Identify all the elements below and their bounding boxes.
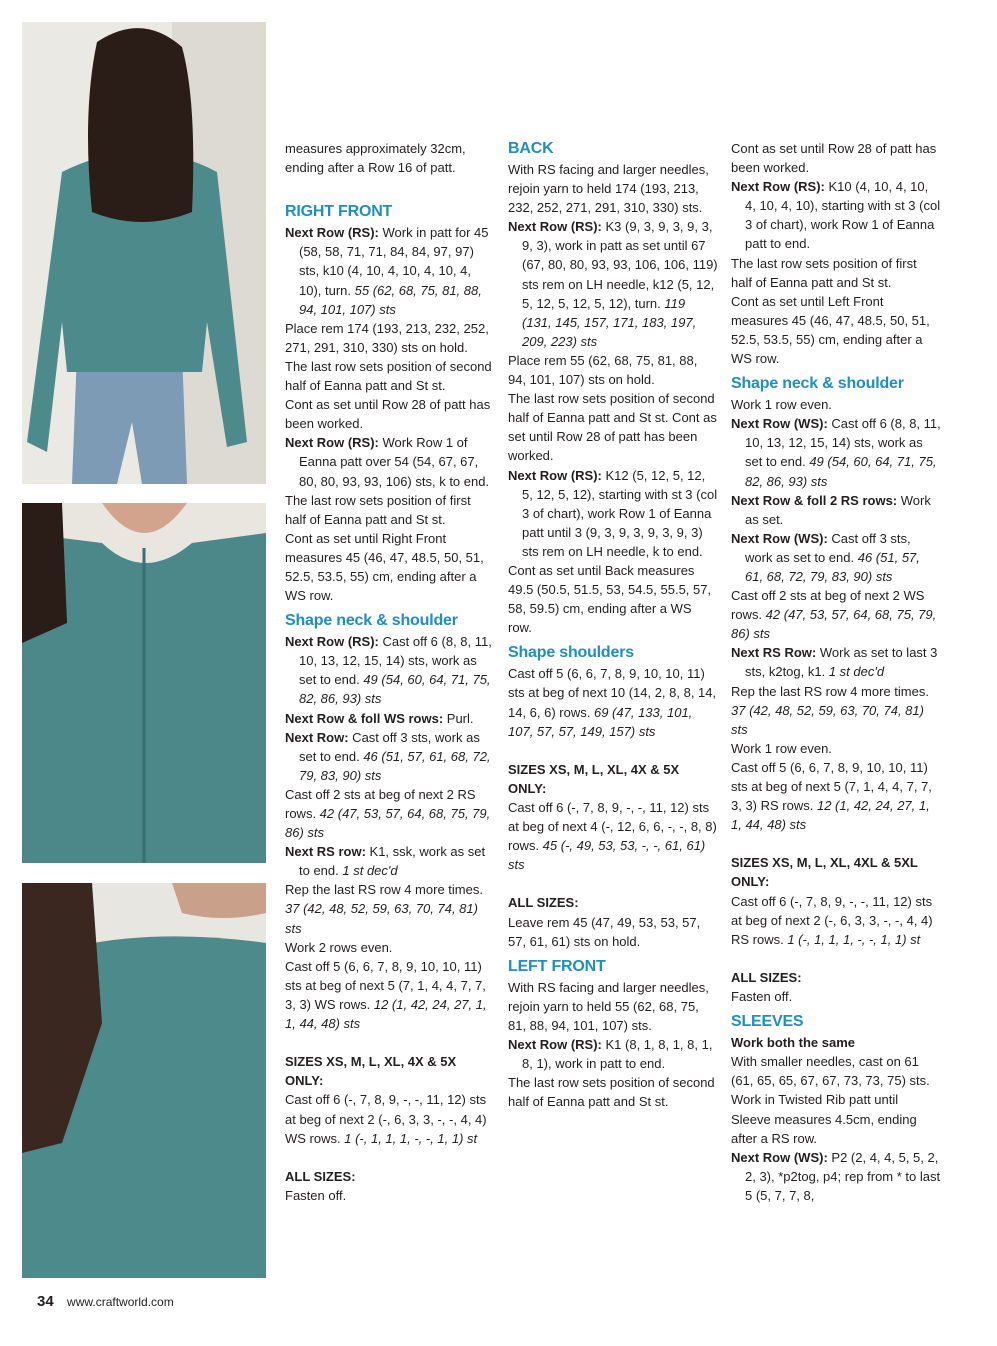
bold-label: Next Row & foll WS rows: bbox=[285, 710, 444, 726]
pattern-paragraph bbox=[731, 586, 941, 643]
text-run: K1 (8, 1, 8, 1, 8, 1, 8, 1), work in patt to end. bbox=[522, 1037, 713, 1072]
text-run: Work in patt for 45 (58, 58, 71, 71, 84, 84, 97, 97) sts, k10 (4, 10, 4, 10, 4, 10, 4, 10), turn. bbox=[299, 225, 489, 298]
pattern-paragraph bbox=[285, 529, 495, 605]
bold-label: Next Row (RS): bbox=[508, 467, 602, 483]
paragraph-spacer bbox=[285, 177, 495, 196]
text-run: Place rem 55 (62, 68, 75, 81, 88, 94, 101, 107) sts on hold. bbox=[508, 352, 698, 388]
instruction-row bbox=[285, 709, 495, 728]
text-run: The last row sets position of second half of Eanna patt and St st. bbox=[508, 1075, 715, 1110]
instruction-row bbox=[285, 223, 495, 318]
pattern-paragraph bbox=[731, 1033, 941, 1052]
instruction-row bbox=[731, 177, 941, 253]
section-heading: LEFT FRONT bbox=[508, 957, 606, 975]
text-run: With RS facing and larger needles, rejoin yarn to held 174 (193, 213, 232, 252, 271, 291, 310, 330) sts. bbox=[508, 162, 709, 216]
instruction-row bbox=[731, 643, 941, 681]
pattern-paragraph bbox=[285, 491, 495, 529]
bold-label: Next Row (RS): bbox=[285, 634, 379, 650]
pattern-paragraph bbox=[508, 351, 718, 389]
text-run: Place rem 174 (193, 213, 232, 252, 271, 291, 310, 330) sts on hold. bbox=[285, 320, 489, 355]
text-run: Cast off 6 (8, 8, 11, 10, 13, 12, 15, 14) sts, work as set to end. bbox=[745, 416, 941, 470]
bold-label: Next Row & foll 2 RS rows: bbox=[731, 492, 898, 508]
pattern-paragraph bbox=[731, 292, 941, 368]
bold-label: Next Row (RS): bbox=[285, 435, 379, 451]
bold-label: Next Row (WS): bbox=[731, 416, 828, 432]
text-run: Work as set. bbox=[745, 492, 931, 527]
text-run: Cast off 6 (-, 7, 8, 9, -, -, 11, 12) sts at beg of next 2 (-, 6, 3, 3, -, -, 4, 4) WS rows. bbox=[285, 1092, 487, 1146]
stitch-count: 42 (47, 53, 57, 64, 68, 75, 79, 86) sts bbox=[731, 607, 937, 642]
pattern-paragraph bbox=[731, 395, 941, 414]
text-run: Work in Twisted Rib patt until Sleeve measures 4.5cm, ending after a RS row. bbox=[731, 1092, 917, 1146]
pattern-paragraph bbox=[285, 1090, 495, 1147]
cardigan-shoulder-closeup-photo bbox=[22, 883, 266, 1278]
section-heading: SLEEVES bbox=[731, 1013, 804, 1031]
bold-label: SIZES XS, M, L, XL, 4XL & 5XL ONLY: bbox=[731, 855, 918, 890]
instruction-row bbox=[731, 1148, 941, 1205]
instruction-row bbox=[285, 433, 495, 490]
pattern-paragraph bbox=[508, 798, 718, 874]
text-run: Purl. bbox=[443, 710, 474, 726]
bold-label: Next Row (RS): bbox=[508, 1037, 602, 1053]
page-number: 34 bbox=[37, 1293, 54, 1310]
stitch-count: 119 (131, 145, 157, 171, 183, 197, 209, 223) sts bbox=[522, 295, 697, 349]
pattern-paragraph bbox=[731, 682, 941, 739]
text-run: K3 (9, 3, 9, 3, 9, 3, 9, 3), work in patt as set until 67 (67, 80, 80, 93, 93, 106, 106, 119) sts rem on LH needle, k12 (5, 12, 5, 12, 5, 12, 5, 12), turn. bbox=[522, 219, 718, 311]
instruction-row bbox=[285, 842, 495, 880]
stitch-count: 37 (42, 48, 52, 59, 63, 70, 74, 81) sts bbox=[731, 702, 924, 737]
instruction-row bbox=[731, 529, 941, 586]
paragraph-spacer bbox=[731, 834, 941, 853]
text-run: Rep the last RS row 4 more times. bbox=[285, 882, 483, 898]
text-run: Cast off 2 sts at beg of next 2 RS rows. bbox=[285, 786, 476, 821]
bold-label: SIZES XS, M, L, XL, 4X & 5X ONLY: bbox=[285, 1054, 457, 1089]
text-run: K12 (5, 12, 5, 12, 5, 12, 5, 12), starting with st 3 (col 3 of chart), work Row 1 of Eanna patt until 3 (9, 3, 9, 3, 9, 3, 9, 3) sts rem on LH needle, k to end. bbox=[522, 467, 718, 559]
paragraph-spacer bbox=[508, 741, 718, 760]
instruction-row bbox=[731, 414, 941, 490]
text-run: The last row sets position of first half of Eanna patt and St st. bbox=[731, 255, 917, 290]
text-run: P2 (2, 4, 4, 5, 5, 2, 2, 3), *p2tog, p4; rep from * to last 5 (5, 7, 7, 8, bbox=[745, 1149, 941, 1203]
cardigan-front-closeup-photo bbox=[22, 503, 266, 863]
text-run: Cast off 5 (6, 6, 7, 8, 9, 10, 10, 11) sts at beg of next 5 (7, 1, 4, 4, 7, 7, 3, 3) WS rows. bbox=[285, 958, 486, 1012]
text-run: Cast off 6 (-, 7, 8, 9, -, -, 11, 12) sts at beg of next 2 (-, 6, 3, 3, -, -, 4, 4) RS rows. bbox=[731, 893, 933, 947]
text-run: Cont as set until Right Front measures 45 (46, 47, 48.5, 50, 51, 52.5, 53.5, 55) cm, ending after a WS row. bbox=[285, 530, 484, 604]
pattern-paragraph bbox=[508, 389, 718, 465]
pattern-column-2 bbox=[508, 139, 718, 1111]
paragraph-spacer bbox=[285, 1033, 495, 1052]
paragraph-spacer bbox=[285, 1148, 495, 1167]
stitch-count: 37 (42, 48, 52, 59, 63, 70, 74, 81) sts bbox=[285, 901, 478, 936]
text-run: The last row sets position of second half of Eanna patt and St st. bbox=[285, 358, 492, 394]
bold-label: ALL SIZES: bbox=[285, 1168, 356, 1184]
section-heading: Shape neck & shoulder bbox=[285, 612, 458, 630]
text-run: measures approximately 32cm, ending after a Row 16 of patt. bbox=[285, 141, 466, 176]
pattern-paragraph bbox=[285, 319, 495, 357]
bold-label: Next Row (RS): bbox=[285, 225, 379, 241]
text-run: Fasten off. bbox=[285, 1187, 347, 1203]
pattern-paragraph bbox=[508, 664, 718, 740]
stitch-count: 42 (47, 53, 57, 64, 68, 75, 79, 86) sts bbox=[285, 806, 491, 841]
pattern-paragraph bbox=[508, 893, 718, 912]
text-run: K1, ssk, work as set to end. bbox=[299, 844, 486, 879]
stitch-count: 49 (54, 60, 64, 71, 75, 82, 86, 93) sts bbox=[745, 454, 937, 489]
pattern-paragraph bbox=[731, 139, 941, 177]
text-run: Cast off 6 (-, 7, 8, 9, -, -, 11, 12) sts at beg of next 4 (-, 12, 6, 6, -, -, 8, 8) rows. bbox=[508, 800, 717, 854]
pattern-paragraph bbox=[508, 1073, 718, 1111]
stitch-count: 1 (-, 1, 1, 1, -, -, 1, 1) st bbox=[787, 931, 921, 947]
bold-label: Work both the same bbox=[731, 1035, 856, 1051]
pattern-paragraph bbox=[731, 758, 941, 834]
instruction-row bbox=[508, 466, 718, 561]
text-run: Work Row 1 of Eanna patt over 54 (54, 67, 67, 80, 80, 93, 93, 106) sts, k to end. bbox=[299, 435, 490, 489]
section-heading: RIGHT FRONT bbox=[285, 203, 393, 221]
pattern-paragraph bbox=[731, 739, 941, 758]
text-run: Work 1 row even. bbox=[731, 740, 832, 756]
pattern-column-3 bbox=[731, 139, 941, 1205]
page-footer bbox=[37, 1293, 174, 1310]
pattern-paragraph bbox=[508, 561, 718, 637]
pattern-paragraph bbox=[285, 785, 495, 842]
bold-label: Next Row (RS): bbox=[731, 179, 825, 195]
pattern-paragraph bbox=[285, 938, 495, 957]
stitch-count: 12 (1, 42, 24, 27, 1, 1, 44, 48) sts bbox=[731, 798, 930, 833]
pattern-paragraph bbox=[508, 978, 718, 1035]
bold-label: SIZES XS, M, L, XL, 4X & 5X ONLY: bbox=[508, 761, 680, 796]
instruction-row bbox=[285, 728, 495, 785]
text-run: Work as set to last 3 sts, k2tog, k1. bbox=[745, 645, 938, 680]
pattern-paragraph bbox=[731, 1052, 941, 1090]
pattern-paragraph bbox=[285, 139, 495, 177]
text-run: Cast off 3 sts, work as set to end. bbox=[745, 530, 911, 565]
stitch-count: 49 (54, 60, 64, 71, 75, 82, 86, 93) sts bbox=[299, 672, 491, 707]
bold-label: Next Row (WS): bbox=[731, 1149, 828, 1165]
instruction-row bbox=[731, 491, 941, 529]
text-run: Cont as set until Back measures 49.5 (50.5, 51.5, 53, 54.5, 55.5, 57, 58, 59.5) cm, ending after a WS row. bbox=[508, 562, 712, 636]
text-run: Cast off 2 sts at beg of next 2 WS rows. bbox=[731, 588, 925, 623]
pattern-paragraph bbox=[731, 892, 941, 949]
pattern-paragraph bbox=[285, 1167, 495, 1186]
bold-label: Next RS row: bbox=[285, 844, 366, 860]
pattern-paragraph bbox=[285, 1186, 495, 1205]
paragraph-spacer bbox=[731, 949, 941, 968]
pattern-paragraph bbox=[285, 1052, 495, 1090]
pattern-paragraph bbox=[508, 913, 718, 951]
section-heading: Shape neck & shoulder bbox=[731, 375, 904, 393]
stitch-count: 1 st dec'd bbox=[828, 664, 885, 680]
pattern-paragraph bbox=[731, 254, 941, 292]
instruction-row bbox=[508, 217, 718, 351]
pattern-paragraph bbox=[285, 395, 495, 433]
text-run: Cast off 5 (6, 6, 7, 8, 9, 10, 10, 11) sts at beg of next 10 (14, 2, 8, 8, 14, 14, 6, 6) rows. bbox=[508, 666, 717, 720]
pattern-paragraph bbox=[731, 987, 941, 1006]
text-run: The last row sets position of first half of Eanna patt and St st. bbox=[285, 492, 471, 527]
text-run: With RS facing and larger needles, rejoin yarn to held 55 (62, 68, 75, 81, 88, 94, 101, 107) sts. bbox=[508, 979, 709, 1033]
pattern-paragraph bbox=[285, 957, 495, 1033]
stitch-count: 46 (51, 57, 61, 68, 72, 79, 83, 90) sts bbox=[745, 549, 920, 584]
bold-label: Next Row: bbox=[285, 729, 349, 745]
pattern-paragraph bbox=[285, 357, 495, 395]
text-run: Fasten off. bbox=[731, 989, 793, 1005]
stitch-count: 69 (47, 133, 101, 107, 57, 57, 149, 157) sts bbox=[508, 704, 693, 739]
instruction-row bbox=[508, 1035, 718, 1073]
model-back-view-photo bbox=[22, 22, 266, 484]
text-run: Cont as set until Left Front measures 45 (46, 47, 48.5, 50, 51, 52.5, 53.5, 55) cm, ending after a WS row. bbox=[731, 293, 930, 367]
text-run: Work 2 rows even. bbox=[285, 939, 393, 955]
text-run: Cast off 5 (6, 6, 7, 8, 9, 10, 10, 11) sts at beg of next 5 (7, 1, 4, 4, 7, 7, 3, 3) RS rows. bbox=[731, 759, 932, 814]
bold-label: Next RS Row: bbox=[731, 645, 817, 661]
text-run: Rep the last RS row 4 more times. bbox=[731, 683, 929, 699]
paragraph-spacer bbox=[508, 874, 718, 893]
stitch-count: 45 (-, 49, 53, 53, -, -, 61, 61) sts bbox=[508, 838, 706, 873]
pattern-paragraph bbox=[285, 880, 495, 937]
text-run: With smaller needles, cast on 61 (61, 65, 65, 67, 67, 73, 73, 75) sts. bbox=[731, 1054, 930, 1089]
pattern-paragraph bbox=[508, 160, 718, 217]
text-run: Leave rem 45 (47, 49, 53, 53, 57, 57, 61, 61) sts on hold. bbox=[508, 914, 701, 949]
stitch-count: 55 (62, 68, 75, 81, 88, 94, 101, 107) sts bbox=[299, 282, 482, 317]
text-run: Cont as set until Row 28 of patt has been worked. bbox=[731, 141, 937, 176]
section-heading: Shape shoulders bbox=[508, 644, 634, 662]
text-run: Cast off 6 (8, 8, 11, 10, 13, 12, 15, 14) sts, work as set to end. bbox=[299, 634, 492, 688]
bold-label: Next Row (RS): bbox=[508, 219, 602, 235]
text-run: Cont as set until Row 28 of patt has been worked. bbox=[285, 397, 491, 432]
stitch-count: 12 (1, 42, 24, 27, 1, 1, 44, 48) sts bbox=[285, 996, 487, 1032]
stitch-count: 46 (51, 57, 61, 68, 72, 79, 83, 90) sts bbox=[299, 748, 491, 783]
stitch-count: 1 st dec'd bbox=[342, 863, 398, 879]
instruction-row bbox=[285, 632, 495, 708]
pattern-column-1 bbox=[285, 139, 495, 1205]
text-run: Work 1 row even. bbox=[731, 397, 832, 413]
bold-label: ALL SIZES: bbox=[508, 895, 579, 911]
pattern-paragraph bbox=[508, 760, 718, 798]
text-run: K10 (4, 10, 4, 10, 4, 10, 4, 10), starting with st 3 (col 3 of chart), work Row 1 of Eanna patt to end. bbox=[745, 179, 941, 252]
stitch-count: 1 (-, 1, 1, 1, -, -, 1, 1) st bbox=[344, 1130, 478, 1146]
bold-label: ALL SIZES: bbox=[731, 969, 802, 985]
section-heading: BACK bbox=[508, 140, 554, 157]
text-run: Cast off 3 sts, work as set to end. bbox=[299, 729, 480, 764]
pattern-paragraph bbox=[731, 968, 941, 987]
pattern-paragraph bbox=[731, 853, 941, 891]
pattern-paragraph bbox=[731, 1090, 941, 1147]
bold-label: Next Row (WS): bbox=[731, 530, 828, 546]
text-run: The last row sets position of second half of Eanna patt and St st. Cont as set until Row 28 of patt has been worked. bbox=[508, 391, 717, 464]
website-url: www.craftworld.com bbox=[67, 1295, 174, 1309]
